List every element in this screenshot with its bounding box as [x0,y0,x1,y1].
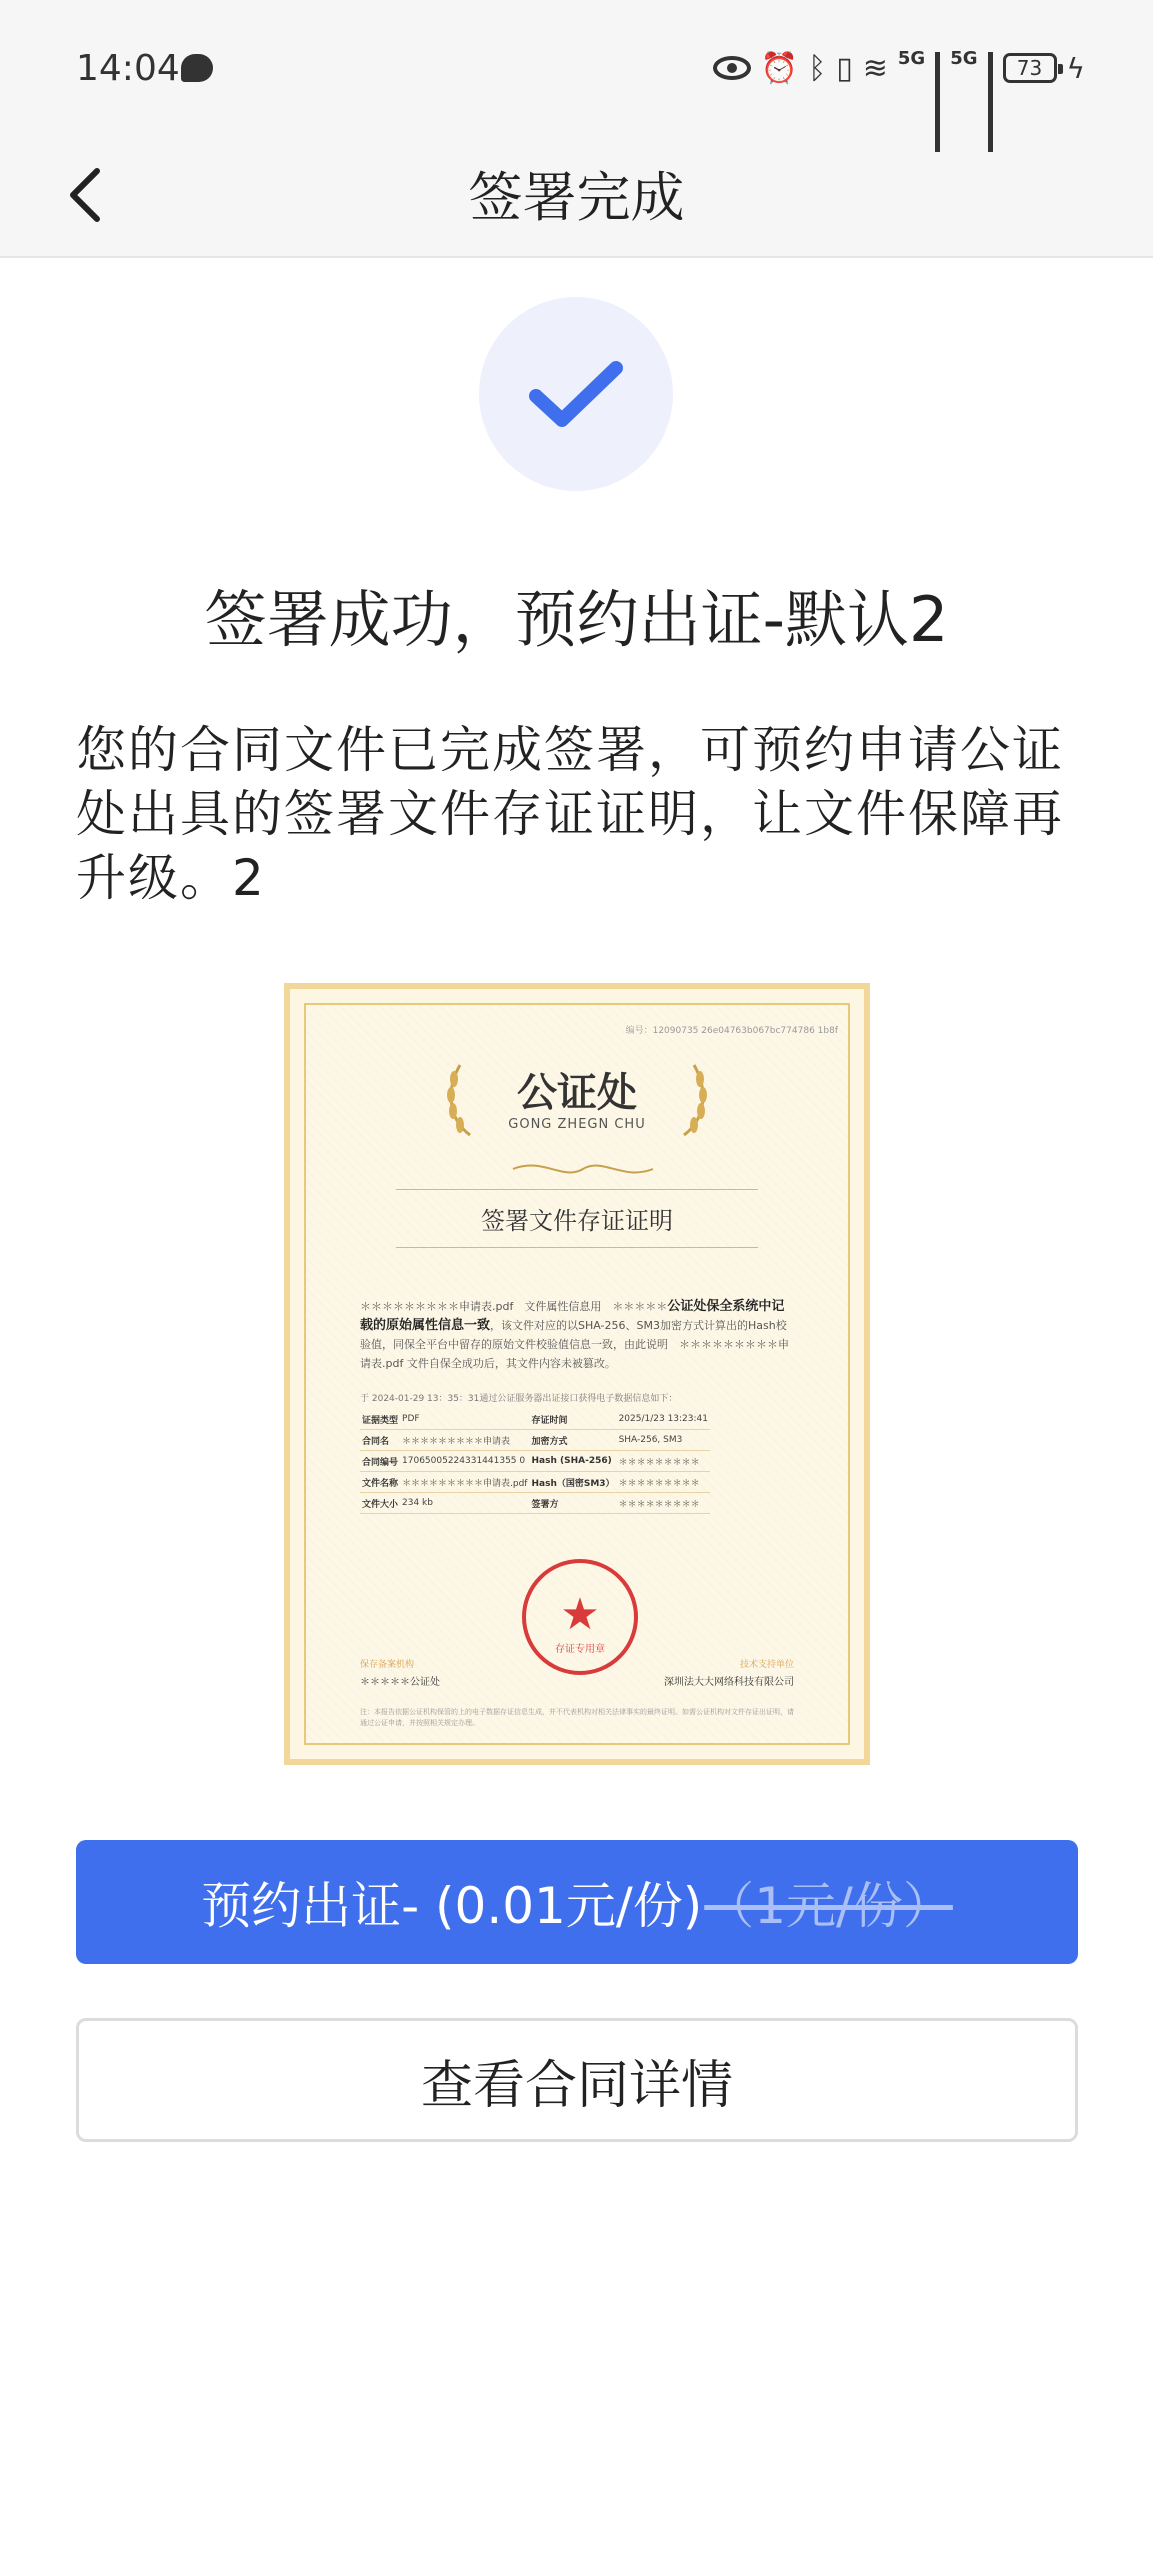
eye-icon [713,56,751,80]
certificate-row [360,1430,710,1451]
certificate-cell-k2: 加密方式 [529,1430,616,1451]
certificate-body-bold: 公证处保全系统中记载的原始属性信息一致 [360,1299,785,1333]
app-header [0,140,1153,256]
certificate-number: 编号：12090735 26e04763b067bc774786 1b8f [625,1026,838,1036]
official-seal [522,1559,638,1675]
certificate-row [360,1493,710,1514]
certificate-note: 注：本报告依据公证机构保管的上的电子数据存证信息生成，并不代表机构对相关法律事实的最终证明。如需公证机构对文件存证出证明，请通过公证申请，并按照相关规定办理。 [360,1708,794,1727]
certificate-body-suffix: ，该文件对应的以SHA-256、SM3加密方式计算出的Hash校验值，同保全平台中留存的原始文件校验值信息一致，由此说明 ＊＊＊＊＊＊＊＊＊申请表.pdf 文件自保全成功后，其文件内容未被篡改。 [360,1319,789,1370]
certificate-cell-v2: ＊＊＊＊＊＊＊＊＊ [617,1451,710,1472]
chevron-left-icon [65,165,105,225]
certificate-cell-v1: 234 kb [400,1493,529,1514]
certificate-cell-v1: ＊＊＊＊＊＊＊＊＊申请表.pdf [400,1472,529,1493]
certificate-divider-top [396,1189,758,1190]
certificate-cell-k1: 合同名 [360,1430,400,1451]
page-title: 签署完成 [468,166,685,229]
success-description: 您的合同文件已完成签署，可预约申请公证处出具的签署文件存证证明，让文件保障再升级。2 [76,721,1064,907]
seal-star-icon: ★ [560,1589,600,1640]
certificate-table [360,1409,710,1514]
certificate-org-en: GONG ZHEGN CHU [508,1117,646,1132]
certificate-cell-k2: Hash（国密SM3） [529,1472,616,1493]
back-button[interactable] [40,150,130,240]
bluetooth-icon: ᛒ [808,50,827,86]
success-title: 签署成功，预约出证-默认2 [204,583,949,656]
signal-bars-icon-1 [935,52,940,84]
seal-text: 存证专用章 [555,1644,605,1655]
certificate-cell-k1: 文件名称 [360,1472,400,1493]
certificate-cell-v1: ＊＊＊＊＊＊＊＊＊申请表 [400,1430,529,1451]
book-certificate-button[interactable] [76,1840,1078,1964]
certificate-divider-bottom [396,1247,758,1248]
view-contract-button[interactable]: 查看合同详情 [76,2018,1078,2142]
certificate-cell-k1: 文件大小 [360,1493,400,1514]
certificate-row [360,1451,710,1472]
status-bar [0,0,1153,140]
foot-left-heading: 保存备案机构 [360,1660,415,1670]
certificate-table-intro: 于 2024-01-29 13：35：31通过公证服务器出证接口获得电子数据信息如下： [360,1394,678,1404]
certificate-cell-k2: 签署方 [529,1493,616,1514]
certificate-doc-title: 签署文件存证证明 [481,1207,673,1235]
certificate-preview [284,983,870,1765]
status-time: 14:04 [76,48,180,89]
foot-right: 深圳法大大网络科技有限公司 [664,1677,794,1688]
certificate-row [360,1472,710,1493]
system-icons [713,46,1085,90]
foot-left: ＊＊＊＊＊公证处 [360,1677,440,1688]
certificate-row [360,1409,710,1430]
ornament-icon [503,1157,663,1181]
certificate-body-prefix: ＊＊＊＊＊＊＊＊＊申请表.pdf 文件属性信息用 ＊＊＊＊＊ [360,1300,668,1313]
network-type-2: 5G [950,47,978,69]
network-type-1: 5G [897,47,926,69]
wifi-icon: ≋ [862,50,888,86]
certificate-cell-v2: ＊＊＊＊＊＊＊＊＊ [617,1493,710,1514]
alarm-icon: ⏰ [760,50,799,86]
certificate-cell-v1: PDF [400,1409,529,1430]
certificate-cell-k1: 证据类型 [360,1409,400,1430]
certificate-org: 公证处 [517,1070,637,1116]
certificate-cell-k2: 存证时间 [529,1409,616,1430]
battery-icon: 73 [1003,53,1057,83]
certificate-cell-k2: Hash (SHA-256) [529,1451,616,1472]
charging-icon: ϟ [1066,51,1085,85]
certificate-cell-k1: 合同编号 [360,1451,400,1472]
signal-bars-icon-2 [988,52,993,84]
certificate-body [360,1297,794,1373]
certificate-cell-v1: 17065005224331441355 0 [400,1451,529,1472]
vibrate-icon: ▯ [836,50,853,86]
success-badge [479,297,673,491]
checkmark-icon [526,354,626,434]
foot-right-heading: 技术支持单位 [739,1660,794,1670]
certificate-cell-v2: 2025/1/23 13:23:41 [617,1409,710,1430]
certificate-cell-v2: SHA-256, SM3 [617,1430,710,1451]
certificate-cell-v2: ＊＊＊＊＊＊＊＊＊ [617,1472,710,1493]
book-certificate-label: 预约出证- (0.01元/份) [201,1877,703,1935]
original-price: （1元/份） [704,1877,953,1935]
chat-notification-icon [181,54,213,82]
